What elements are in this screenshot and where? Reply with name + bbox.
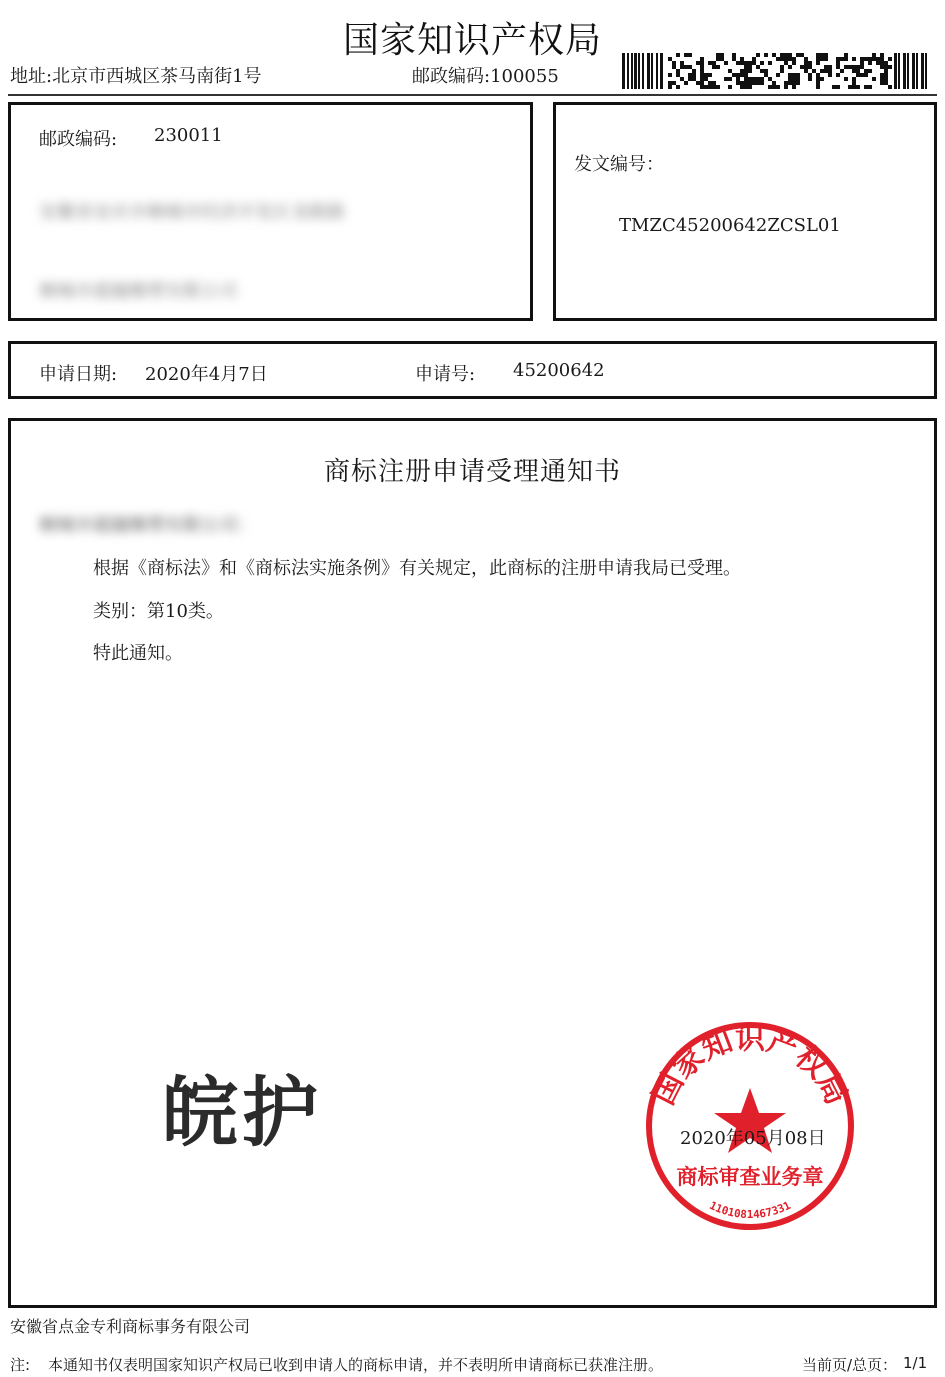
footer-note-label: 注:	[10, 1356, 31, 1374]
application-box	[8, 341, 937, 399]
issuer-postal-code: 邮政编码:100055	[412, 66, 559, 87]
application-number-label: 申请号:	[415, 364, 476, 385]
notice-title: 商标注册申请受理通知书	[323, 457, 621, 487]
application-date-label: 申请日期:	[39, 364, 118, 385]
application-number-value: 45200642	[513, 360, 605, 381]
seal-code: 1101081467331	[707, 1198, 793, 1222]
agency-name: 安徽省点金专利商标事务有限公司	[10, 1317, 251, 1336]
barcode	[622, 53, 928, 89]
notice-addressee: 桐城市超越橡塑有限公司：	[39, 515, 255, 536]
page-indicator-label: 当前页/总页：	[802, 1356, 898, 1374]
recipient-address: 安徽省安庆市桐城市经济开发区龙眠路	[39, 202, 345, 223]
footer-note: 本通知书仅表明国家知识产权局已收到申请人的商标申请，并不表明所申请商标已获准注册。	[48, 1356, 664, 1374]
notice-body: 根据《商标法》和《商标法实施条例》有关规定，此商标的注册申请我局已受理。	[93, 558, 741, 579]
recipient-postal-label: 邮政编码:	[39, 129, 118, 150]
recipient-box	[8, 102, 533, 321]
issuer-address: 地址:北京市西城区茶马南街1号	[10, 66, 262, 87]
page-indicator-value: 1/1	[903, 1354, 928, 1372]
header-divider	[8, 94, 937, 96]
seal-outer-text: 国家知识产权局	[646, 1021, 854, 1111]
notice-category: 类别：第10类。	[93, 601, 224, 622]
notice-closing: 特此通知。	[93, 643, 183, 664]
doc-number-box	[553, 102, 937, 321]
application-date-value: 2020年4月7日	[145, 364, 268, 385]
doc-number-label: 发文编号：	[574, 154, 664, 175]
seal-inner-text: 商标审查业务章	[676, 1165, 824, 1189]
watermark-text: 皖护	[162, 1068, 322, 1157]
doc-number-value: TMZC45200642ZCSL01	[619, 215, 841, 236]
svg-text:1101081467331	[707, 1199, 793, 1221]
recipient-postal-value: 230011	[154, 125, 223, 146]
issue-date: 2020年05月08日	[680, 1128, 826, 1149]
recipient-company: 桐城市超越橡塑有限公司	[39, 281, 237, 302]
issuer-title: 国家知识产权局	[342, 20, 602, 61]
